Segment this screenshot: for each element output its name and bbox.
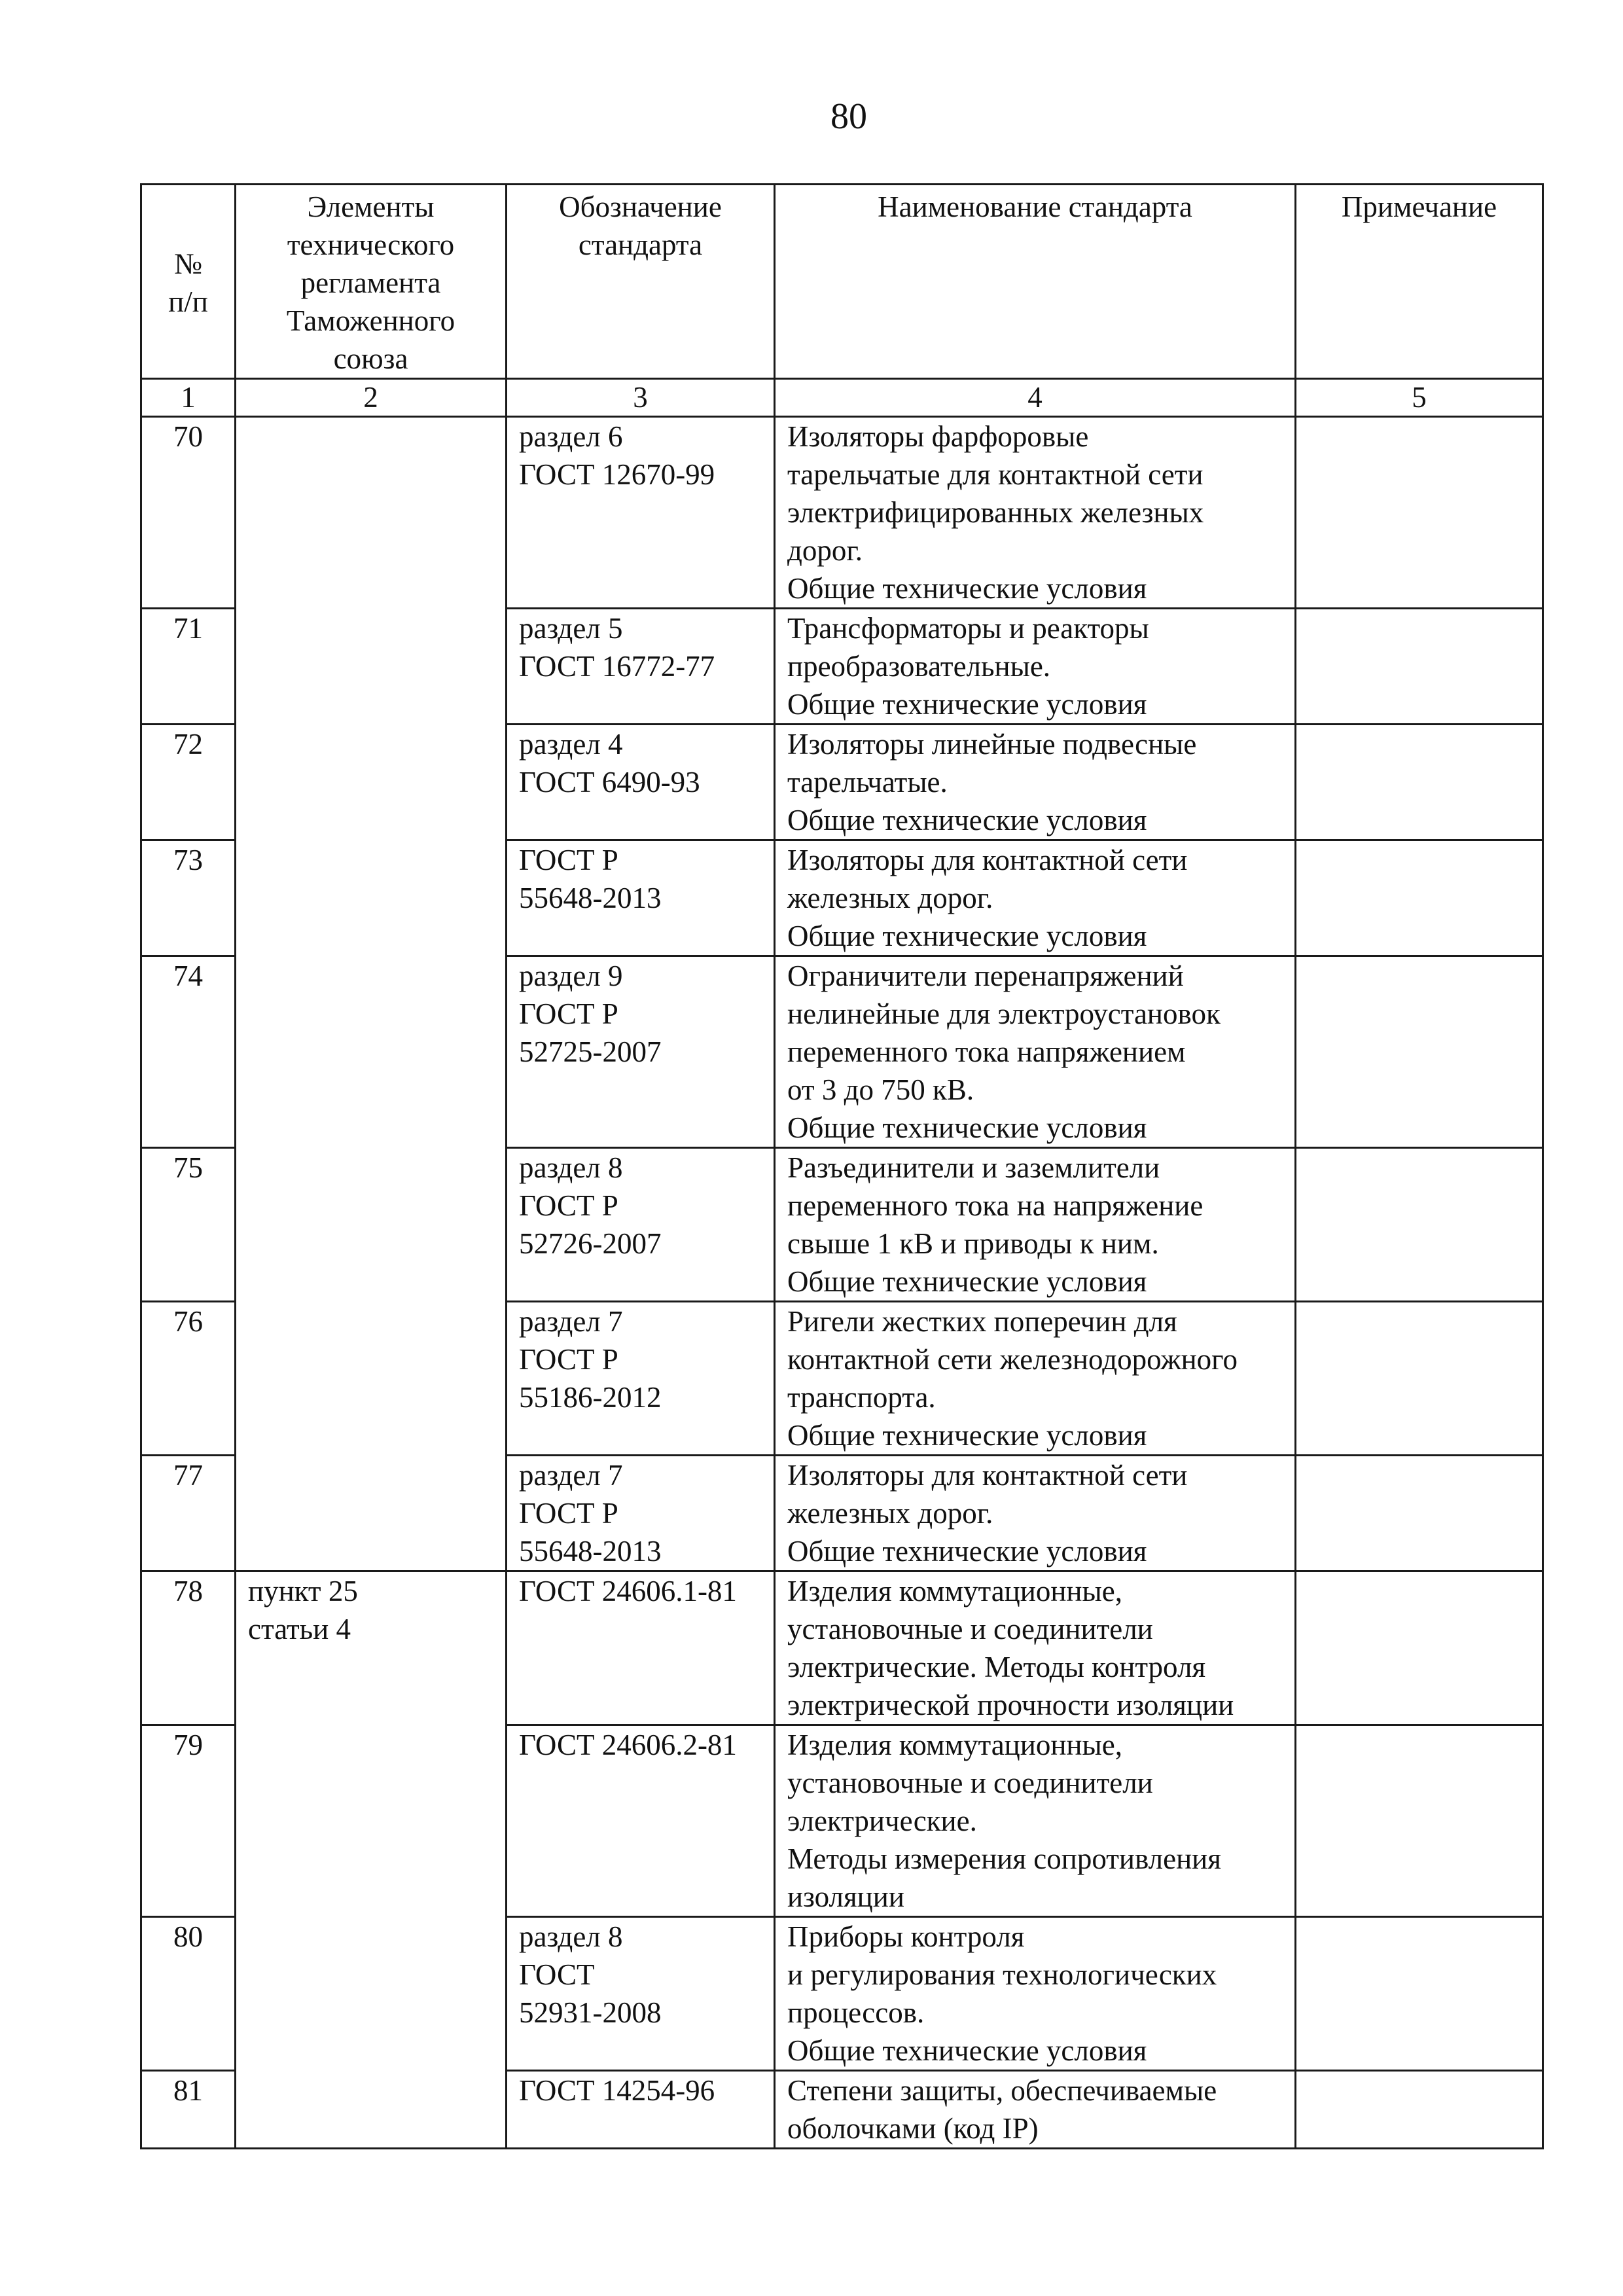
standard-name: Степени защиты, обеспечиваемые оболочками (код IP) xyxy=(775,2071,1296,2149)
page-number: 80 xyxy=(830,96,867,137)
row-number: 81 xyxy=(141,2071,236,2149)
standard-designation: раздел 8 ГОСТ 52931-2008 xyxy=(507,1917,775,2071)
header-standard-name: Наименование стандарта xyxy=(775,185,1296,379)
note-cell xyxy=(1296,1302,1543,1456)
table-row xyxy=(141,417,1543,609)
row-number: 74 xyxy=(141,956,236,1148)
row-number: 75 xyxy=(141,1148,236,1302)
standard-name: Изоляторы фарфоровые тарельчатые для контактной сети электрифицированных железных дорог. Общие технические условия xyxy=(775,417,1296,609)
row-number: 78 xyxy=(141,1571,236,1725)
row-number: 70 xyxy=(141,417,236,609)
column-number: 2 xyxy=(236,379,507,417)
standard-designation: раздел 5 ГОСТ 16772-77 xyxy=(507,609,775,725)
row-number: 76 xyxy=(141,1302,236,1456)
standards-table xyxy=(140,183,1544,2149)
row-number: 72 xyxy=(141,725,236,840)
standard-name: Изделия коммутационные, установочные и соединители электрические. Методы измерения сопротивления изоляции xyxy=(775,1725,1296,1917)
column-number: 5 xyxy=(1296,379,1543,417)
table-row xyxy=(141,1571,1543,1725)
standard-designation: раздел 8 ГОСТ Р 52726-2007 xyxy=(507,1148,775,1302)
header-row xyxy=(141,185,1543,379)
element-cell xyxy=(236,417,507,1571)
note-cell xyxy=(1296,1148,1543,1302)
standard-name: Трансформаторы и реакторы преобразовательные. Общие технические условия xyxy=(775,609,1296,725)
column-number: 1 xyxy=(141,379,236,417)
note-cell xyxy=(1296,725,1543,840)
standard-designation: раздел 9 ГОСТ Р 52725-2007 xyxy=(507,956,775,1148)
standard-designation: ГОСТ 14254-96 xyxy=(507,2071,775,2149)
header-elements: Элементы технического регламента Таможенного союза xyxy=(236,185,507,379)
standard-designation: ГОСТ 24606.2-81 xyxy=(507,1725,775,1917)
row-number: 80 xyxy=(141,1917,236,2071)
row-number: 73 xyxy=(141,840,236,956)
standard-name: Изделия коммутационные, установочные и соединители электрические. Методы контроля электрической прочности изоляции xyxy=(775,1571,1296,1725)
standard-name: Изоляторы линейные подвесные тарельчатые. Общие технические условия xyxy=(775,725,1296,840)
standard-name: Изоляторы для контактной сети железных дорог. Общие технические условия xyxy=(775,840,1296,956)
standard-designation: ГОСТ 24606.1-81 xyxy=(507,1571,775,1725)
standard-designation: раздел 7 ГОСТ Р 55186-2012 xyxy=(507,1302,775,1456)
column-number-row xyxy=(141,379,1543,417)
standard-name: Разъединители и заземлители переменного тока на напряжение свыше 1 кВ и приводы к ним. Общие технические условия xyxy=(775,1148,1296,1302)
standard-designation: раздел 6 ГОСТ 12670-99 xyxy=(507,417,775,609)
row-number: 77 xyxy=(141,1456,236,1571)
note-cell xyxy=(1296,956,1543,1148)
note-cell xyxy=(1296,1917,1543,2071)
column-number: 3 xyxy=(507,379,775,417)
standard-designation: раздел 7 ГОСТ Р 55648-2013 xyxy=(507,1456,775,1571)
standard-name: Изоляторы для контактной сети железных дорог. Общие технические условия xyxy=(775,1456,1296,1571)
header-designation: Обозначение стандарта xyxy=(507,185,775,379)
row-number: 71 xyxy=(141,609,236,725)
note-cell xyxy=(1296,840,1543,956)
standard-designation: ГОСТ Р 55648-2013 xyxy=(507,840,775,956)
note-cell xyxy=(1296,417,1543,609)
note-cell xyxy=(1296,2071,1543,2149)
note-cell xyxy=(1296,609,1543,725)
element-cell: пункт 25 статьи 4 xyxy=(236,1571,507,2149)
standard-name: Ригели жестких поперечин для контактной сети железнодорожного транспорта. Общие технические условия xyxy=(775,1302,1296,1456)
standard-name: Ограничители перенапряжений нелинейные для электроустановок переменного тока напряжением от 3 до 750 кВ. Общие технические условия xyxy=(775,956,1296,1148)
header-note: Примечание xyxy=(1296,185,1543,379)
note-cell xyxy=(1296,1456,1543,1571)
standard-name: Приборы контроля и регулирования технологических процессов. Общие технические условия xyxy=(775,1917,1296,2071)
row-number: 79 xyxy=(141,1725,236,1917)
note-cell xyxy=(1296,1725,1543,1917)
column-number: 4 xyxy=(775,379,1296,417)
header-number: № п/п xyxy=(141,185,236,379)
standard-designation: раздел 4 ГОСТ 6490-93 xyxy=(507,725,775,840)
note-cell xyxy=(1296,1571,1543,1725)
